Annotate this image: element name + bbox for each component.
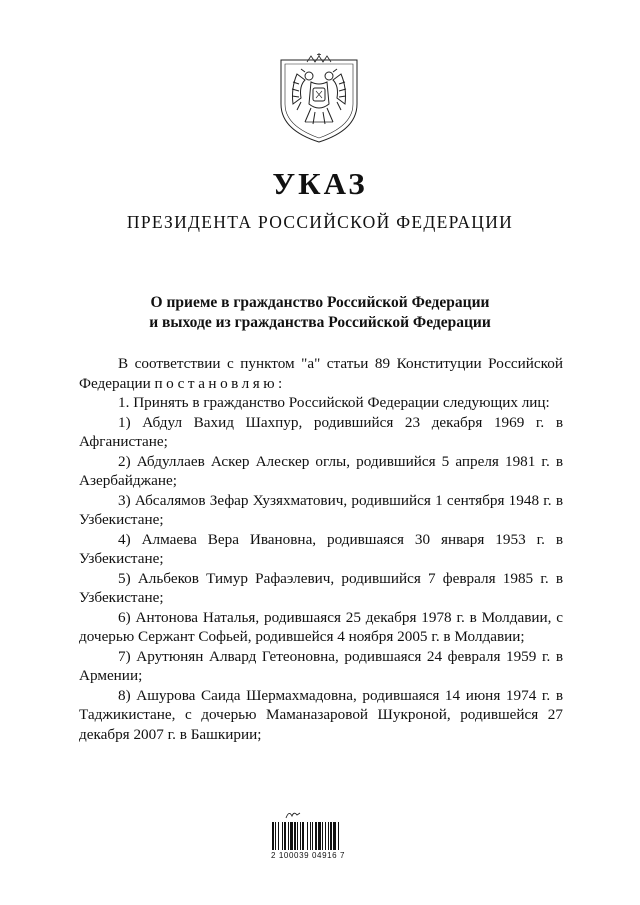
- preamble-text: В соответствии с пунктом "а" статьи 89 Конституции Российской Федерации: [79, 355, 563, 392]
- list-item-5: 5) Альбеков Тимур Рафаэлевич, родившийся 7 февраля 1985 г. в Узбекистане;: [79, 569, 563, 606]
- list-item-1: 1) Абдул Вахид Шахпур, родившийся 23 декабря 1969 г. в Афганистане;: [79, 413, 563, 450]
- list-item-2: 2) Абдуллаев Аскер Алескер оглы, родившийся 5 апреля 1981 г. в Азербайджане;: [79, 452, 563, 489]
- coat-of-arms-emblem: [277, 52, 361, 144]
- document-title-line-2: и выходе из гражданства Российской Федерации: [149, 314, 491, 331]
- decree-word: постановляю:: [154, 374, 286, 392]
- barcode-image: [271, 822, 363, 850]
- list-item-3: 3) Абсалямов Зефар Хузяхматович, родившийся 1 сентября 1948 г. в Узбекистане;: [79, 491, 563, 528]
- list-item-7: 7) Арутюнян Алвард Гетеоновна, родившаяся 24 февраля 1959 г. в Армении;: [79, 647, 563, 684]
- decree-subheading: ПРЕЗИДЕНТА РОССИЙСКОЙ ФЕДЕРАЦИИ: [126, 212, 514, 232]
- list-item-6: 6) Антонова Наталья, родившаяся 25 декабря 1978 г. в Молдавии, с дочерью Сержант Софьей, родившейся 4 ноября 2005 г. в Молдавии;: [79, 608, 563, 645]
- barcode-number: 2 100039 04916 7: [271, 851, 346, 860]
- list-item-8: 8) Ашурова Саида Шермахмадовна, родившаяся 14 июня 1974 г. в Таджикистане, с дочерью Маманазаровой Шукроной, родившейся 27 декабря 2007 г. в Башкирии;: [79, 686, 563, 743]
- preamble-paragraph: [79, 354, 563, 393]
- list-item-4: 4) Алмаева Вера Ивановна, родившаяся 30 января 1953 г. в Узбекистане;: [79, 530, 563, 567]
- signature-mark: [285, 808, 301, 820]
- document-body: [79, 354, 563, 744]
- document-title-line-1: О приеме в гражданство Российской Федерации: [150, 294, 490, 311]
- decree-heading: УКАЗ: [272, 166, 368, 201]
- section-1-paragraph: 1. Принять в гражданство Российской Федерации следующих лиц:: [118, 394, 550, 411]
